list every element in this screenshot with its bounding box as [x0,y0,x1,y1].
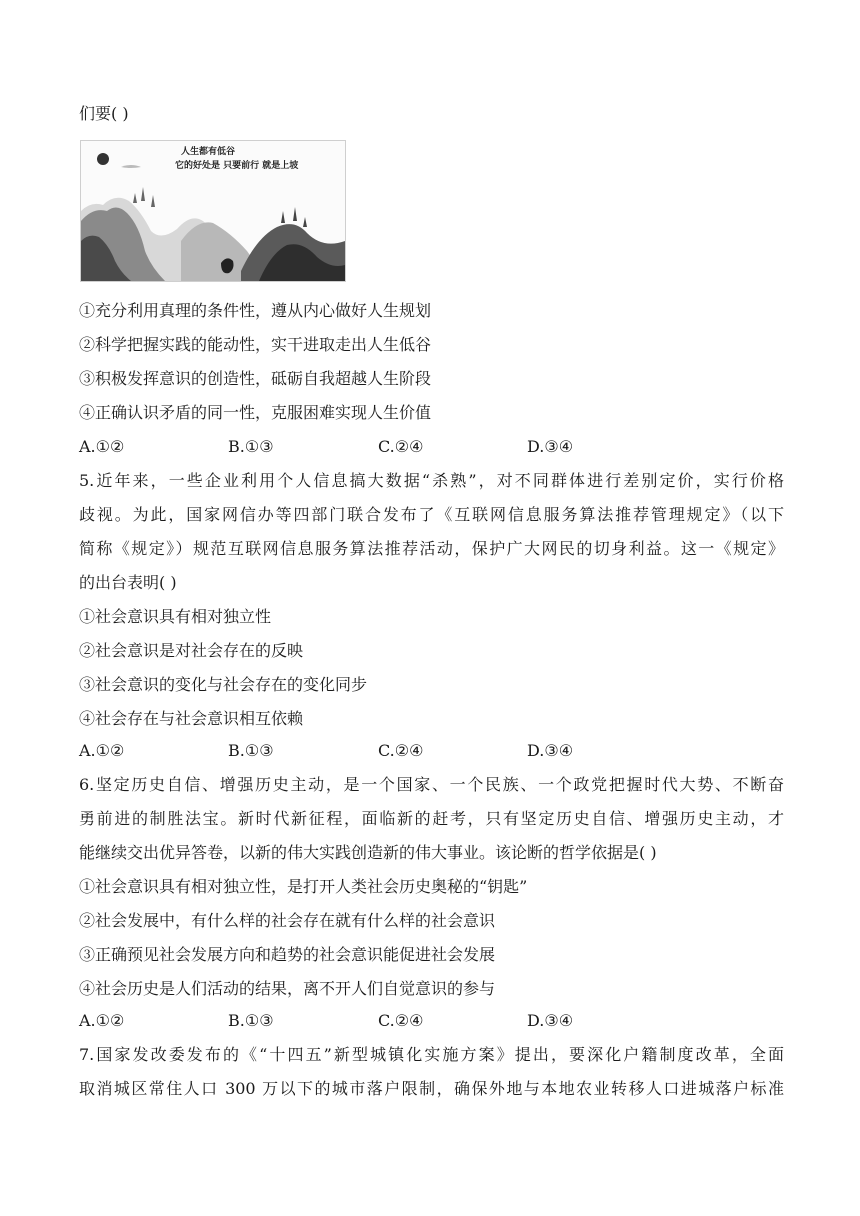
q5-stem-line: 简称《规定》）规范互联网信息服务算法推荐活动，保护广大网民的切身利益。这一《规定》 [79,539,784,558]
q7-stem-line: 7.国家发改委发布的《“十四五”新型城镇化实施方案》提出，要深化户籍制度改革，全面 [79,1045,784,1064]
option-b: B.①③ [228,437,274,456]
option-c: C.②④ [378,741,424,760]
question-4-stem-end: 们要( ) [79,104,129,123]
option-c: C.②④ [378,437,424,456]
illustration-caption-line1: 人生都有低谷 [181,147,236,157]
q5-stem-line: 歧视。为此，国家网信办等四部门联合发布了《互联网信息服务算法推荐管理规定》（以下 [79,505,784,524]
q5-statement: ①社会意识具有相对独立性 [79,607,272,626]
q4-statement: ①充分利用真理的条件性，遵从内心做好人生规划 [79,301,432,320]
option-d: D.③④ [527,741,574,760]
q5-stem-line: 的出台表明( ) [79,573,177,592]
option-d: D.③④ [527,437,574,456]
q4-statement: ③积极发挥意识的创造性，砥砺自我超越人生阶段 [79,369,432,388]
q6-stem-line: 6.坚定历史自信、增强历史主动，是一个国家、一个民族、一个政党把握时代大势、不断奋 [79,775,784,794]
q6-statement: ②社会发展中，有什么样的社会存在就有什么样的社会意识 [79,911,496,930]
option-a: A.①② [79,741,125,760]
q4-statement: ②科学把握实践的能动性，实干进取走出人生低谷 [79,335,432,354]
option-c: C.②④ [378,1011,424,1030]
q5-options [79,741,784,761]
option-b: B.①③ [228,741,274,760]
option-a: A.①② [79,437,125,456]
option-d: D.③④ [527,1011,574,1030]
q6-stem-line: 能继续交出优异答卷，以新的伟大实践创造新的伟大事业。该论断的哲学依据是( ) [79,843,657,862]
q5-stem-line: 5.近年来，一些企业利用个人信息搞大数据“杀熟”，对不同群体进行差别定价，实行价格 [79,471,784,490]
q4-options [79,437,784,457]
q7-stem-line: 取消城区常住人口 300 万以下的城市落户限制，确保外地与本地农业转移人口进城落户标准 [79,1079,784,1098]
q6-statement: ③正确预见社会发展方向和趋势的社会意识能促进社会发展 [79,945,496,964]
q6-options [79,1011,784,1031]
q6-statement: ④社会历史是人们活动的结果，离不开人们自觉意识的参与 [79,979,496,998]
q5-statement: ④社会存在与社会意识相互依赖 [79,709,304,728]
illustration-caption-line2: 它的好处是 只要前行 就是上坡 [175,161,299,171]
question-4-illustration [80,140,346,282]
option-a: A.①② [79,1011,125,1030]
q6-stem-line: 勇前进的制胜法宝。新时代新征程，面临新的赶考，只有坚定历史自信、增强历史主动，才 [79,809,784,828]
q6-statement: ①社会意识具有相对独立性，是打开人类社会历史奥秘的“钥匙” [79,877,528,896]
option-b: B.①③ [228,1011,274,1030]
q5-statement: ③社会意识的变化与社会存在的变化同步 [79,675,368,694]
q5-statement: ②社会意识是对社会存在的反映 [79,641,304,660]
q4-statement: ④正确认识矛盾的同一性，克服困难实现人生价值 [79,403,432,422]
